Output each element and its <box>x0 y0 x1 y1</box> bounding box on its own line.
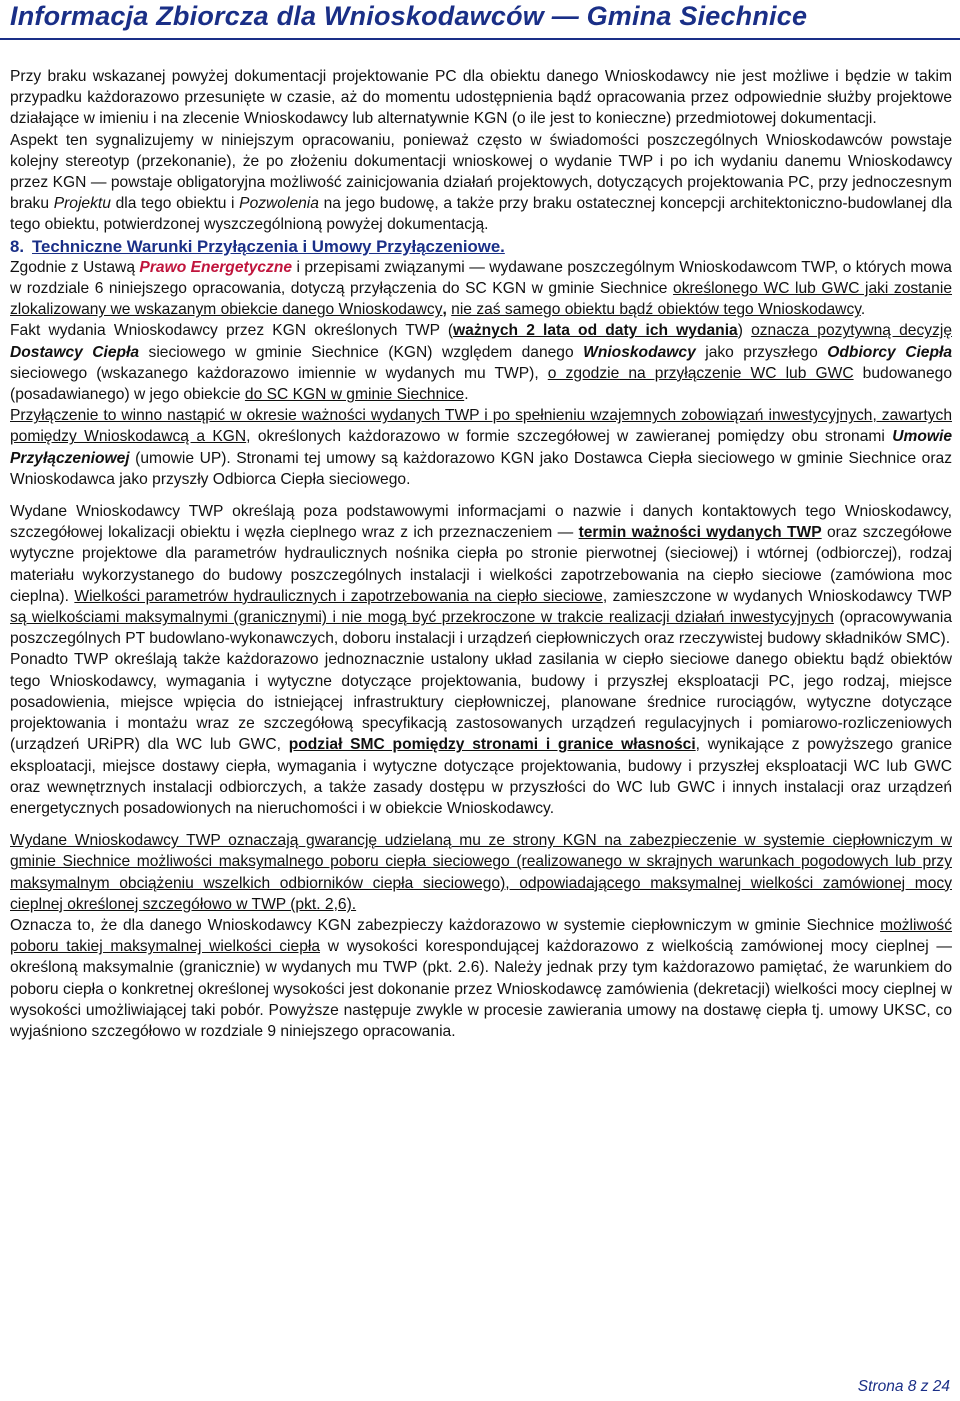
paragraph-twp-contents <box>10 501 952 649</box>
text-run: (opracowywania poszczególnych PT budowlano-wykonawczych, doboru instalacji i urządzeń ciepłowniczych oraz rzeczywistej budowy składników SMC). <box>10 609 952 648</box>
bold-underlined-text: ważnych 2 lata od daty ich wydania <box>453 322 738 340</box>
paragraph-connection <box>10 405 952 490</box>
bold-italic-text: Wnioskodawcy <box>583 343 696 361</box>
energy-law-name: Prawo Energetyczne <box>139 258 293 276</box>
text-run: sieciowego (wskazanego każdorazowo imiennie w wydanych mu TWP), <box>10 364 548 382</box>
section-title: Techniczne Warunki Przyłączenia i Umowy Przyłączeniowe. <box>32 236 505 256</box>
section-number: 8. <box>10 236 24 256</box>
underlined-text: Wielkości parametrów hydraulicznych i zapotrzebowania na ciepło sieciowe <box>74 587 603 605</box>
paragraph-stereotype <box>10 130 952 236</box>
page-header <box>0 0 960 40</box>
text-run: Wydane Wnioskodawcy TWP określają poza podstawowymi informacjami o nazwie i danych kontaktowych tego Wnioskodawcy, szczegółowej lokalizacji obiektu i węzła cieplnego wraz z ich przeznaczeniem — <box>10 503 952 542</box>
text-run: , zamieszczone w wydanych Wnioskodawcy TWP <box>602 587 952 605</box>
text-run: Oznacza to, że dla danego Wnioskodawcy KGN zabezpieczy każdorazowo w systemie ciepłowniczym w gminie Siechnice <box>10 916 881 934</box>
text-run: (umowie UP). Stronami tej umowy są każdorazowo KGN jako Dostawca Ciepła sieciowego w gminie Siechnice oraz Wnioskodawca jako przyszły Odbiorca Ciepła sieciowego. <box>10 449 952 488</box>
underlined-text: możliwość poboru takiej maksymalnej wielkości ciepła <box>10 916 952 956</box>
underlined-text: do SC KGN w gminie Siechnice <box>244 386 465 404</box>
paragraph-meaning <box>10 915 952 1042</box>
text-run: , wynikające z powyższego granice eksploatacji, miejsce dostawy ciepła, wymagania i wytyczne dotyczące projektowania, budowy i przyszłej eksploatacji WC lub GWC oraz wewnętrznych instalacji odbiorczych, a także zasady dostępu w przyszłości do WC lub GWC i innych instalacji oraz urządzeń energetycznych posadowionych na nieruchomości i w obiekcie Wnioskodawcy. <box>10 736 952 817</box>
paragraph-guarantee: Wydane Wnioskodawcy TWP oznaczają gwarancję udzielaną mu ze strony KGN na zabezpieczenie w systemie ciepłowniczym w gminie Siechnice możliwości maksymalnego poboru ciepła sieciowego (realizowanego w skrajnych warunkach pogodowych lub przy maksymalnym obciążeniu wszelkich odbiorników ciepła sieciowego), odpowiadającego maksymalnej wielkości zamówionej mocy cieplnej określonej szczegółowo w TWP (pkt. 2,6). <box>10 832 952 913</box>
underlined-text: oznacza pozytywną decyzję <box>751 322 953 340</box>
underlined-text: określonego WC lub GWC jaki zostanie zlokalizowany we wskazanym obiekcie danego Wnioskodawcy <box>10 280 952 319</box>
text-run: w wysokości korespondującej każdorazowo z wielkością zamówionej mocy cieplnej — określoną maksymalnie (granicznie) w wydanych mu TWP (pkt. 2.6). Należy jednak przy tym każdorazowo pamiętać, że warunkiem do poboru ciepła o konkretnej określonej wysokości jest dokonanie przez Wnioskodawcę zamówienia (dekretacji) wielkości mocy cieplnej w wysokości umożliwiającej taki pobór. Powyższe następuje zwykle w procesie zawierania umowy na dostawę ciepła tj. umowy UKSC, co wyjaśniono szczegółowo w rozdziale 9 niniejszego opracowania. <box>10 938 952 1040</box>
paragraph-energy-law <box>10 257 952 321</box>
underlined-text: nie zaś samego obiektu bądź obiektów tego Wnioskodawcy <box>451 301 861 319</box>
text-run: Fakt wydania Wnioskodawcy przez KGN określonych TWP ( <box>10 322 454 340</box>
italic-pozwolenie: Pozwolenia <box>239 195 319 213</box>
document-title: Informacja Zbiorcza dla Wnioskodawców — Gmina Siechnice <box>10 1 808 31</box>
underlined-text: o zgodzie na przyłączenie WC lub GWC <box>547 364 854 382</box>
text-run: Aspekt ten sygnalizujemy w niniejszym opracowaniu, ponieważ często w świadomości poszczególnych Wnioskodawców powstaje kolejny stereotyp (przekonanie), że po złożeniu dokumentacji wnioskowej o wydanie TWP i po ich wydaniu danemu Wnioskodawcy przez KGN — powstaje obligatoryjna możliwość zainicjowania działań projektowych, dotyczących projektowania PC, przy jednoczesnym braku <box>10 131 952 213</box>
underlined-text: Przyłączenie to winno nastąpić w okresie ważności wydanych TWP i po spełnieniu wzajemnych zobowiązań inwestycyjnych, zawartych pomiędzy Wnioskodawcą a KGN <box>10 407 952 446</box>
underlined-text: są wielkościami maksymalnymi (granicznymi) i nie mogą być przekroczone w trakcie realizacji działań inwestycyjnych <box>10 609 834 627</box>
bold-italic-text: Odbiorcy Ciepła <box>827 343 952 361</box>
bold-underlined-text: termin ważności wydanych TWP <box>578 524 822 542</box>
bold-underlined-text: podział SMC pomiędzy stronami i granice własności <box>288 736 696 754</box>
text-run: na jego budowę, a także przy braku ostatecznej koncepcji architektoniczno-budowlanej dla tego obiektu, potwierdzonej wyszczególnioną powyżej dokumentacją. <box>10 195 952 234</box>
text-run: dla tego obiektu i <box>110 195 240 213</box>
text-run: Ponadto TWP określają także każdorazowo jednoznacznie ustalony układ zasilania w ciepło sieciowe danego obiektu bądź obiektów tego Wnioskodawcy, wymagania i wytyczne dotyczące projektowania, budowy i przyszłej eksploatacji PC, jego rodzaj, miejsce posadowienia, miejsce wpięcia do istniejącej infrastruktury ciepłowniczej, planowane średnice rurociągów, wytyczne dotyczące projektowania i montażu wraz ze szczegółową specyfikacją zastosowanych urządzeń regulacyjnych i pomiarowo-rozliczeniowych (urządzeń URiPR) dla WC lub GWC, <box>10 651 952 754</box>
text-run: . <box>464 386 469 404</box>
paragraph-twp-decision <box>10 320 952 405</box>
text-run: oraz szczegółowe wytyczne projektowe dla parametrów hydraulicznych nośnika ciepła po stronie pierwotnej (sieciowej) i wtórnej (odbiorczej), rodzaj materiału wykorzystanego do budowy poszczególnych instalacji i wielkości zapotrzebowania na ciepło sieciowe (zamówiona moc cieplna). <box>10 524 952 605</box>
text-run: . <box>860 301 866 319</box>
paragraph-missing-documentation: Przy braku wskazanej powyżej dokumentacji projektowanie PC dla obiektu danego Wnioskodawcy nie jest możliwe i będzie w takim przypadku każdorazowo przesunięte w czasie, aż do momentu udostępnienia bądź opracowania przez odpowiednie służby projektowe działające w imieniu i na zlecenie Wnioskodawcy lub alternatywnie KGN (o ile jest to konieczne) przedmiotowej dokumentacji. <box>10 68 952 128</box>
text-run: , określonych każdorazowo w formie szczegółowej w zawieranej pomiędzy obu stronami <box>246 428 893 446</box>
bold-italic-text: Dostawcy Ciepła <box>10 343 140 361</box>
text-run: budowanego (posadawianego) w jego obiekcie <box>10 364 952 404</box>
paragraph-supply-system <box>10 649 952 819</box>
italic-projekt: Projektu <box>53 195 111 213</box>
bold-italic-text: Umowie Przyłączeniowej <box>10 428 952 467</box>
text-run: jako przyszłego <box>695 343 828 361</box>
text-run: Zgodnie z Ustawą <box>10 258 140 276</box>
text-run: sieciowego w gminie Siechnice (KGN) względem danego <box>139 343 584 361</box>
document-body <box>10 66 952 1042</box>
section-heading <box>10 236 952 257</box>
text-run: ) <box>737 322 752 340</box>
text-run: i przepisami związanymi — wydawane poszczególnym Wnioskodawcom TWP, o których mowa w rozdziale 6 niniejszego opracowania, dotyczą przyłączenia do SC KGN w gminie Siechnice <box>10 258 952 298</box>
page-number: Strona 8 z 24 <box>857 1378 950 1395</box>
text-run: , <box>442 301 452 319</box>
